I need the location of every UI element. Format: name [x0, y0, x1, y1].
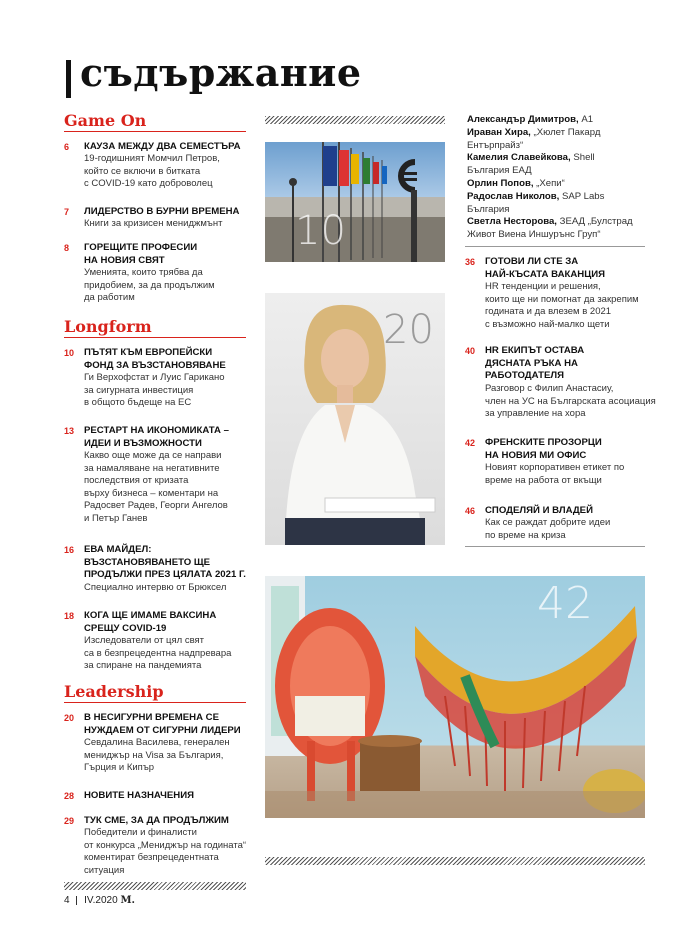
- entry-heading: ФРЕНСКИТЕ ПРОЗОРЦИ НА НОВИЯ МИ ОФИС: [485, 437, 602, 461]
- section-rule: [64, 131, 246, 132]
- entry-heading: НОВИТЕ НАЗНАЧЕНИЯ: [84, 790, 194, 801]
- column-rule: [465, 546, 645, 547]
- toc-entry[interactable]: [64, 242, 264, 306]
- toc-entry[interactable]: [64, 206, 264, 232]
- entry-heading: ГОРЕЩИТЕ ПРОФЕСИИ НА НОВИЯ СВЯТ: [84, 242, 198, 266]
- person-line: Радослав Николов, SAP Labs: [467, 190, 605, 202]
- photo-page-number: 20: [383, 307, 434, 353]
- entry-heading: РЕСТАРТ НА ИКОНОМИКАТА – ИДЕИ И ВЪЗМОЖНОСТИ: [84, 425, 229, 449]
- entry-heading: В НЕСИГУРНИ ВРЕМЕНА СЕ НУЖДАЕМ ОТ СИГУРНИ ЛИДЕРИ: [84, 712, 241, 736]
- toc-entry[interactable]: [465, 256, 685, 332]
- title-bar: [66, 60, 71, 98]
- toc-entry[interactable]: [64, 347, 264, 411]
- footer-issue: IV.2020: [84, 895, 118, 906]
- hatch-divider: [265, 116, 445, 124]
- entry-heading: КОГА ЩЕ ИМАМЕ ВАКСИНА СРЕЩУ COVID-19: [84, 610, 217, 634]
- page-number: 40: [465, 346, 476, 356]
- entry-description: Уменията, които трябва да придобием, за да продължим да работим: [84, 267, 215, 303]
- portrait-photo: [265, 293, 445, 545]
- section-leadership: Leadership: [64, 682, 164, 701]
- entry-heading: ПЪТЯТ КЪМ ЕВРОПЕЙСКИ ФОНД ЗА ВЪЗСТАНОВЯВАНЕ: [84, 347, 226, 371]
- toc-entry[interactable]: [465, 345, 685, 425]
- entry-description: Как се раждат добрите идеи по време на криза: [485, 517, 611, 541]
- column-rule: [465, 246, 645, 247]
- photo-page-number: 42: [537, 578, 593, 629]
- page-number: 8: [64, 243, 70, 253]
- toc-entry[interactable]: [64, 790, 264, 804]
- section-longform: Longform: [64, 317, 152, 336]
- person-line: Светла Несторова, ЗЕАД „Булстрад: [467, 216, 633, 228]
- page-number: 10: [64, 348, 75, 358]
- entry-description: Изследователи от цял свят са в безпрецедентна надпревара за спиране на пандемията: [84, 635, 232, 671]
- page-number: 18: [64, 611, 75, 621]
- entry-heading: ЕВА МАЙДЕЛ: ВЪЗСТАНОВЯВАНЕТО ЩЕ ПРОДЪЛЖИ ПРЕЗ ЦЯЛАТА 2021 Г.: [84, 544, 246, 580]
- entry-description: Новият корпоративен етикет по време на работа от вкъщи: [485, 462, 625, 486]
- entry-heading: КАУЗА МЕЖДУ ДВА СЕМЕСТЪРА: [84, 141, 241, 152]
- section-game-on: Game On: [64, 111, 147, 130]
- person-line: Живот Виена Иншурънс Груп“: [467, 229, 601, 241]
- section-rule: [64, 337, 246, 338]
- page-number: 13: [64, 426, 75, 436]
- person-line: Камелия Славейкова, Shell: [467, 152, 595, 164]
- toc-entry[interactable]: [64, 712, 264, 776]
- page-number: 16: [64, 545, 75, 555]
- toc-entry[interactable]: [64, 610, 264, 674]
- flags-illustration: [265, 142, 445, 262]
- toc-entry[interactable]: [465, 505, 685, 543]
- hammock-photo: [265, 576, 645, 818]
- entry-description: Книги за кризисен мениджмънт: [84, 218, 223, 229]
- page-number: 29: [64, 816, 75, 826]
- page-number: 36: [465, 257, 476, 267]
- entry-description: Севдалина Василева, генерален мениджър на Visa за България, Гърция и Кипър: [84, 737, 230, 773]
- page-number: 7: [64, 207, 70, 217]
- person-line: България: [467, 203, 510, 215]
- entry-description: Победители и финалисти от конкурса „Мениджър на годината“ коментират безпрецедентната ситуация: [84, 827, 247, 876]
- page-number: 42: [465, 438, 476, 448]
- page-footer: [64, 895, 135, 906]
- entry-description: 19-годишният Момчил Петров, който се включи в битката с COVID-19 като доброволец: [84, 153, 220, 189]
- page-number: 20: [64, 713, 75, 723]
- photo-page-number: 10: [295, 208, 346, 254]
- toc-entry[interactable]: [64, 141, 264, 191]
- appointments-list: [467, 114, 682, 242]
- person-line: Ентърпрайз“: [467, 139, 524, 151]
- person-line: Орлин Попов, „Хепи“: [467, 177, 565, 189]
- footer-brand: М.: [120, 895, 136, 906]
- entry-description: Ги Верхофстат и Луис Гарикано за сигурната инвестиция в общото бъдеще на ЕС: [84, 372, 225, 408]
- page-number: 28: [64, 791, 75, 801]
- toc-entry[interactable]: [64, 425, 264, 529]
- person-line: Александър Димитров, А1: [467, 114, 594, 125]
- entry-description: HR тенденции и решения, които ще ни помогнат да закрепим годината и да влезем в 2021 с възможно най-малко щети: [485, 281, 639, 330]
- page-number: 6: [64, 142, 70, 152]
- page-title: съдържание: [80, 50, 362, 95]
- entry-description: Специално интервю от Брюксел: [84, 582, 227, 593]
- toc-entry[interactable]: [64, 815, 284, 879]
- footer-page-number: 4: [64, 895, 70, 906]
- page-number: 46: [465, 506, 476, 516]
- entry-heading: HR ЕКИПЪТ ОСТАВА ДЯСНАТА РЪКА НА РАБОТОДАТЕЛЯ: [485, 345, 585, 381]
- entry-description: Какво още може да се направи за намаляване на негативните последствия от кризата върху бизнеса – коментари на Радосвет Радев, Георги Ангелов и Петър Ганев: [84, 450, 228, 524]
- person-line: Ираван Хира, „Хюлет Пакард: [467, 126, 601, 138]
- hatch-divider: [265, 857, 645, 865]
- flags-photo: [265, 142, 445, 262]
- person-line: България ЕАД: [467, 165, 532, 177]
- footer-divider: [76, 896, 77, 905]
- entry-heading: СПОДЕЛЯЙ И ВЛАДЕЙ: [485, 505, 593, 516]
- hatch-divider: [64, 882, 246, 890]
- section-rule: [64, 702, 246, 703]
- toc-entry[interactable]: [465, 437, 685, 487]
- entry-heading: ЛИДЕРСТВО В БУРНИ ВРЕМЕНА: [84, 206, 240, 217]
- toc-entry[interactable]: [64, 544, 264, 596]
- entry-description: Разговор с Филип Анастасиу, член на УС на Българската асоциация за управление на хора: [485, 383, 656, 419]
- entry-heading: ГОТОВИ ЛИ СТЕ ЗА НАЙ-КЪСАТА ВАКАНЦИЯ: [485, 256, 606, 280]
- entry-heading: ТУК СМЕ, ЗА ДА ПРОДЪЛЖИМ: [84, 815, 229, 826]
